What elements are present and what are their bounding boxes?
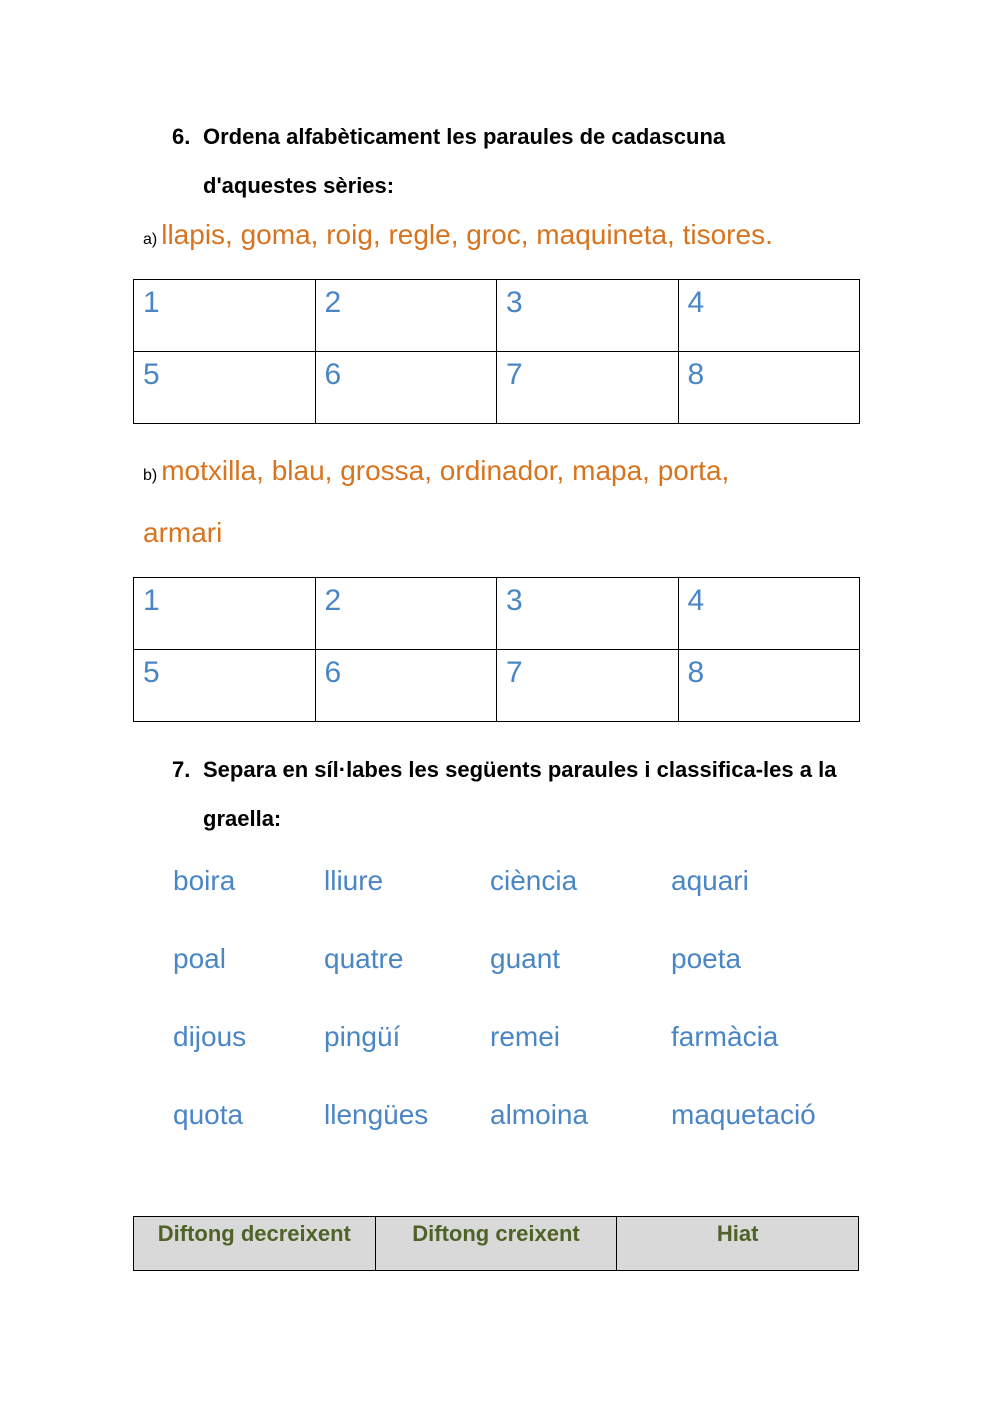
question-number: 7.	[172, 757, 191, 782]
word[interactable]: maquetació	[671, 1099, 816, 1130]
order-cell[interactable]: 4	[678, 280, 860, 352]
order-cell[interactable]: 1	[134, 578, 316, 650]
order-cell[interactable]: 8	[678, 650, 860, 722]
order-cell[interactable]: 2	[315, 280, 497, 352]
question-text-line2: d'aquestes sèries:	[203, 173, 395, 198]
order-cell[interactable]: 5	[134, 352, 316, 424]
order-cell[interactable]: 3	[497, 578, 679, 650]
word-row	[173, 1099, 873, 1177]
word[interactable]: remei	[490, 1021, 561, 1052]
order-cell[interactable]: 3	[497, 280, 679, 352]
word-grid	[173, 865, 873, 1177]
series-a	[143, 219, 773, 251]
question-number: 6.	[172, 124, 191, 149]
order-cell[interactable]: 8	[678, 352, 860, 424]
word[interactable]: quatre	[324, 943, 404, 974]
series-b-line2: armari	[143, 517, 223, 548]
question-text-line1: Ordena alfabèticament les paraules de cadascuna	[203, 124, 726, 149]
order-cell[interactable]: 4	[678, 578, 860, 650]
header-diftong-creixent[interactable]: Diftong creixent	[375, 1217, 617, 1271]
word[interactable]: aquari	[671, 865, 749, 896]
order-cell[interactable]: 2	[315, 578, 497, 650]
question-6	[172, 112, 872, 210]
order-cell[interactable]: 7	[497, 352, 679, 424]
word[interactable]: almoina	[490, 1099, 589, 1130]
word[interactable]: ciència	[490, 865, 578, 896]
word[interactable]: quota	[173, 1099, 244, 1130]
word[interactable]: pingüí	[324, 1021, 401, 1052]
word-row	[173, 865, 873, 943]
order-table-b	[133, 577, 860, 722]
header-diftong-decreixent[interactable]: Diftong decreixent	[134, 1217, 376, 1271]
header-hiat[interactable]: Hiat	[617, 1217, 859, 1271]
order-cell[interactable]: 6	[315, 650, 497, 722]
word[interactable]: farmàcia	[671, 1021, 779, 1052]
word[interactable]: lliure	[324, 865, 384, 896]
word[interactable]: poal	[173, 943, 226, 974]
series-a-tag: a)	[143, 231, 158, 248]
word[interactable]: boira	[173, 865, 236, 896]
classification-table	[133, 1216, 859, 1271]
series-a-words: llapis, goma, roig, regle, groc, maquineta, tisores.	[161, 219, 773, 250]
word[interactable]: llengües	[324, 1099, 429, 1130]
question-7	[172, 745, 872, 843]
order-table-a	[133, 279, 860, 424]
word-row	[173, 943, 873, 1021]
series-b-tag: b)	[143, 467, 158, 484]
order-cell[interactable]: 5	[134, 650, 316, 722]
word[interactable]: poeta	[671, 943, 742, 974]
question-text-line2: graella:	[203, 806, 282, 831]
word[interactable]: guant	[490, 943, 561, 974]
word[interactable]: dijous	[173, 1021, 247, 1052]
series-b-line1	[143, 455, 729, 487]
order-cell[interactable]: 7	[497, 650, 679, 722]
order-cell[interactable]: 6	[315, 352, 497, 424]
series-b-words: motxilla, blau, grossa, ordinador, mapa, porta,	[161, 455, 730, 486]
question-text-line1: Separa en síl·labes les següents paraules i classifica-les a la	[203, 757, 837, 782]
word-row	[173, 1021, 873, 1099]
order-cell[interactable]: 1	[134, 280, 316, 352]
